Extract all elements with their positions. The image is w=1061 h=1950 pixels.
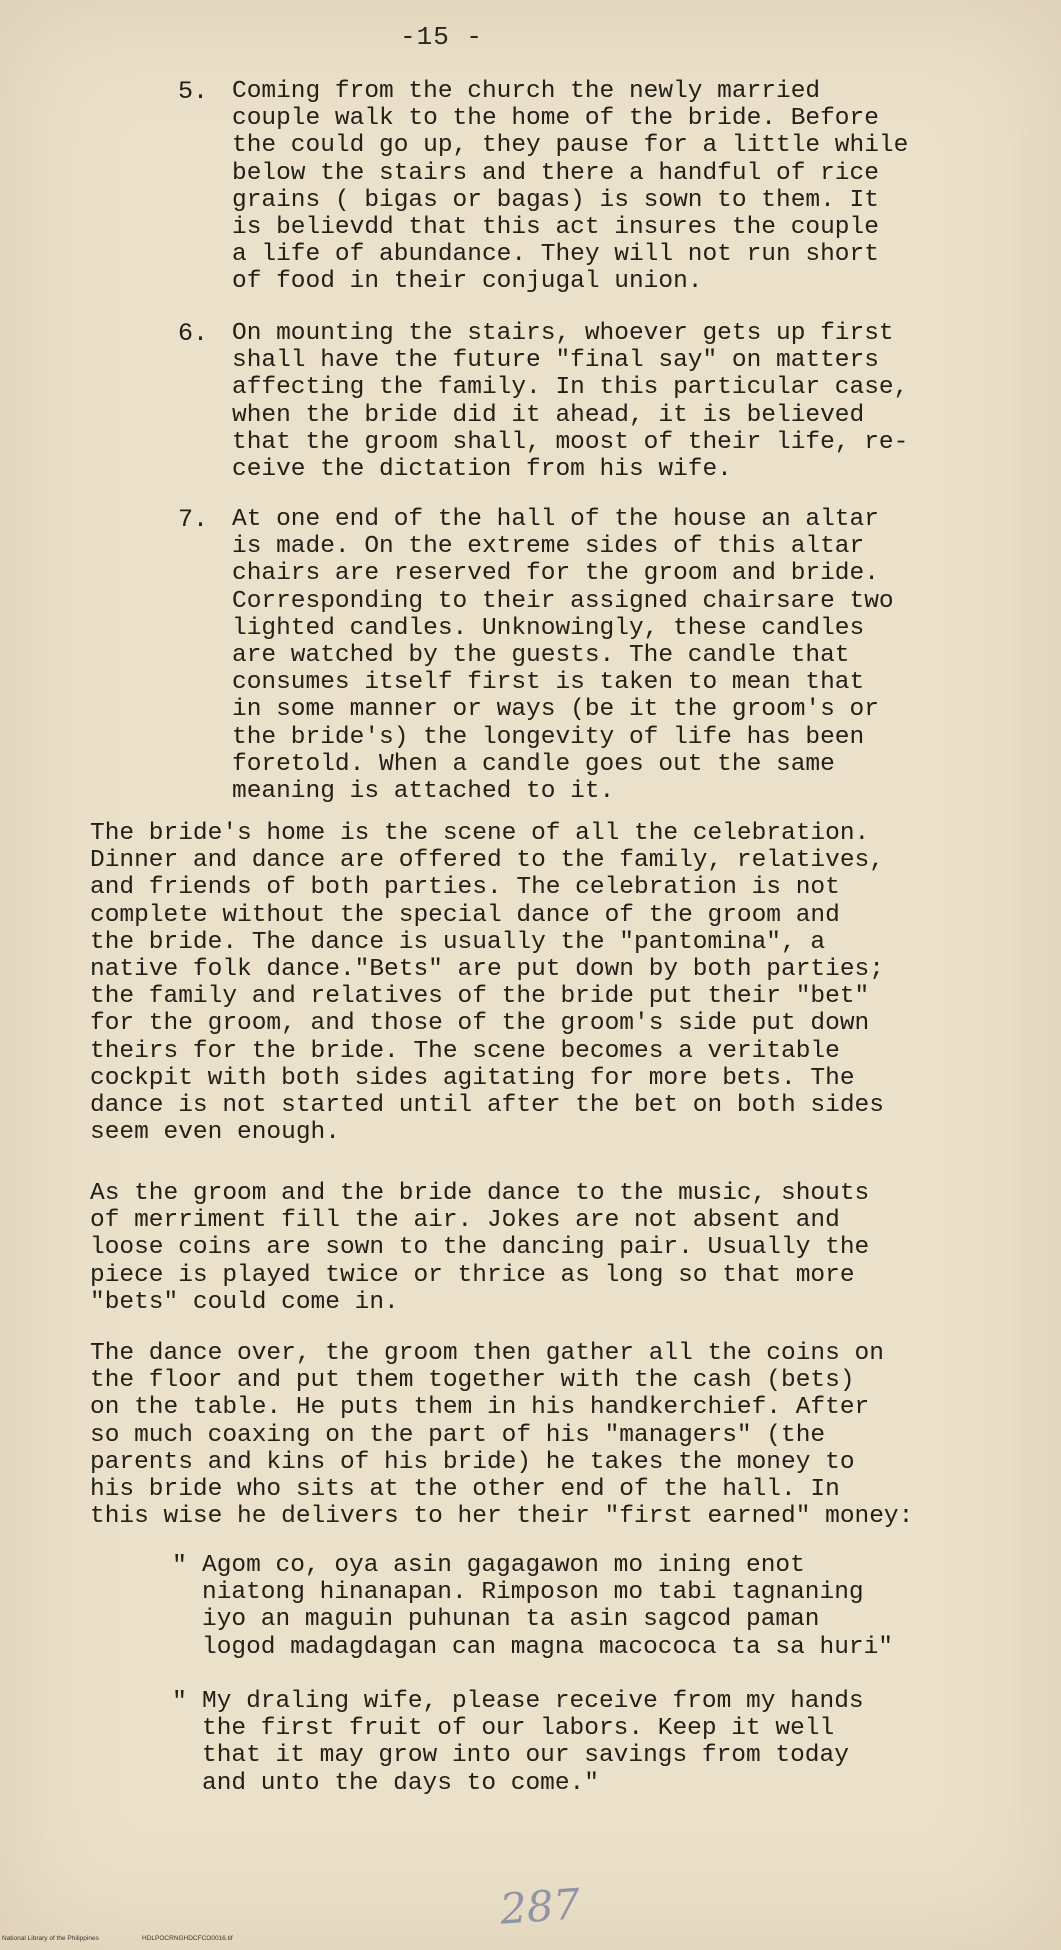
list-item-5: [178, 78, 978, 296]
list-item-6: [178, 320, 978, 483]
item-text: On mounting the stairs, whoever gets up first shall have the future "final say" on matters affecting the family. In this particular case, when the bride did it ahead, it is believed that the groom shall, moost of their life, re- ceive the dictation from his wife.: [232, 320, 909, 484]
library-credit: National Library of the Philippines: [2, 1935, 99, 1942]
quote-bicol: [172, 1552, 972, 1661]
item-text: At one end of the hall of the house an altar is made. On the extreme sides of this altar chairs are reserved for the groom and bride. Corresponding to their assigned chairsare two lighted candles. Unknowingly, these candles are watched by the guests. The candle that consumes itself first is taken to mean that in some manner or ways (be it the groom's or the bride's) the longevity of life has been foretold. When a candle goes out the same meaning is attached to it.: [232, 506, 894, 806]
paragraph-coins: The dance over, the groom then gather all the coins on the floor and put them together with the cash (bets) on the table. He puts them in his handkerchief. After so much coaxing on the part of his "managers" (the parents and kins of his bride) he takes the money to his bride who sits at the other end of the hall. In this wise he delivers to her their "first earned" money:: [90, 1340, 914, 1531]
item-number: 5.: [178, 77, 209, 106]
item-text: Coming from the church the newly married couple walk to the home of the bride. Before the could go up, they pause for a little while below the stairs and there a handful of rice grains ( bigas or bagas) is sown to them. It is believdd that this act insures the couple a life of abundance. They will not run short of food in their conjugal union.: [232, 78, 909, 296]
item-number: 6.: [178, 319, 209, 348]
quote-text: My draling wife, please receive from my hands the first fruit of our labors. Keep it well that it may grow into our savings from today and unto the days to come.": [202, 1688, 864, 1797]
paragraph-celebration: The bride's home is the scene of all the celebration. Dinner and dance are offered to the family, relatives, and friends of both parties. The celebration is not complete without the special dance of the groom and the bride. The dance is usually the "pantomina", a native folk dance."Bets" are put down by both parties; the family and relatives of the bride put their "bet" for the groom, and those of the groom's side put down theirs for the bride. The scene becomes a veritable cockpit with both sides agitating for more bets. The dance is not started until after the bet on both sides seem even enough.: [90, 820, 884, 1147]
quote-text: Agom co, oya asin gagagawon mo ining enot niatong hinanapan. Rimposon mo tabi tagnaning iyo an maguin puhunan ta asin sagcod paman logod madagdagan can magna macococa ta sa huri": [202, 1552, 894, 1661]
quote-mark: ": [172, 1687, 188, 1716]
paragraph-dance: As the groom and the bride dance to the music, shouts of merriment fill the air. Jokes are not absent and loose coins are sown to the dancing pair. Usually the piece is played twice or thrice as long so that more "bets" could come in.: [90, 1180, 870, 1316]
list-item-7: [178, 506, 978, 805]
file-name: HDLPOCRNGHDCFCO0016.tif: [142, 1935, 233, 1942]
item-number: 7.: [178, 505, 209, 534]
page-number: -15 -: [400, 22, 484, 52]
quote-english: [172, 1688, 972, 1797]
handwritten-page-stamp: 287: [498, 1879, 582, 1934]
quote-mark: ": [172, 1551, 188, 1580]
